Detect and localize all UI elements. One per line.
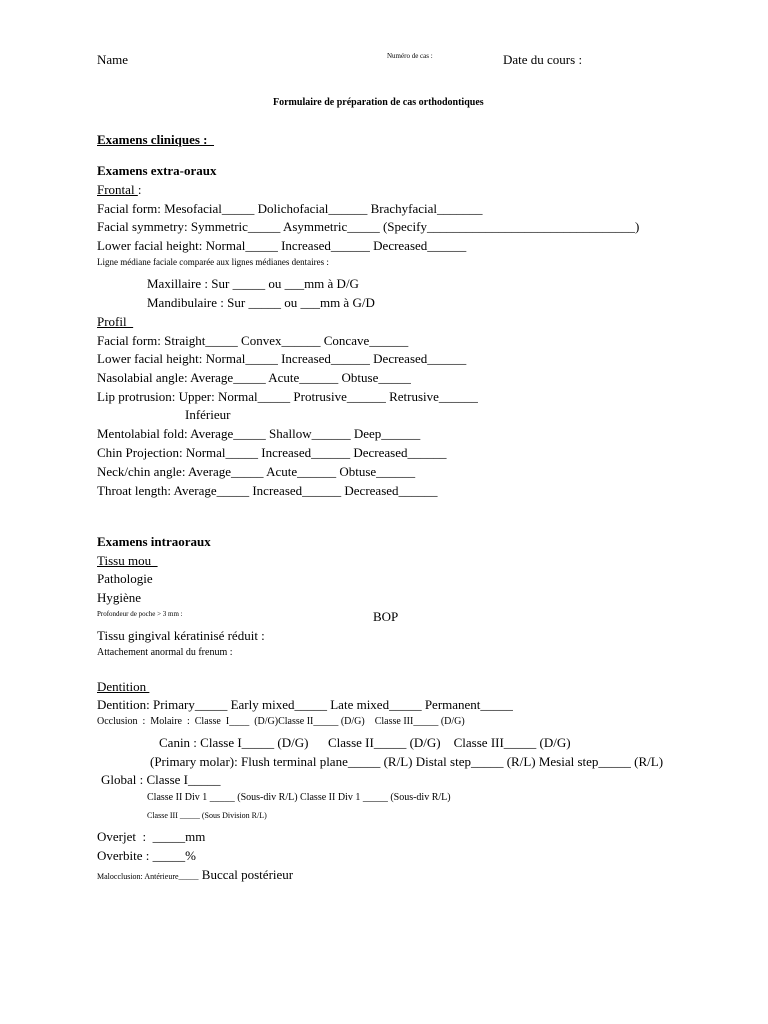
dentition-heading: Dentition (97, 679, 150, 694)
profile-mentolabial-fold: Mentolabial fold: Average_____ Shallow______ Deep______ (97, 426, 421, 441)
frontal-facial-form: Facial form: Mesofacial_____ Dolichofacial______ Brachyfacial_______ (97, 201, 483, 216)
frenum-label: Attachement anormal du frenum : (97, 647, 233, 658)
profile-heading: Profil (97, 314, 134, 329)
soft-tissue-heading: Tissu mou (97, 553, 158, 568)
frontal-heading: Frontal : (97, 182, 142, 197)
profile-inferior-label: Inférieur (185, 407, 231, 422)
frontal-lower-facial-height: Lower facial height: Normal_____ Increased______ Decreased______ (97, 238, 467, 253)
profile-chin-projection: Chin Projection: Normal_____ Increased______ Decreased______ (97, 445, 447, 460)
dentition-stage-line: Dentition: Primary_____ Early mixed_____ Late mixed_____ Permanent_____ (97, 697, 513, 712)
extra-oral-heading: Examens extra-oraux (97, 163, 217, 178)
occlusion-molar-line: Occlusion : Molaire : Classe I____ (D/G)Classe II_____ (D/G) Classe III_____ (D/G) (97, 716, 465, 727)
pocket-depth-label: Profondeur de poche > 3 mm : (97, 610, 183, 618)
keratinized-tissue-label: Tissu gingival kératinisé réduit : (97, 628, 265, 643)
course-date-label: Date du cours : (503, 52, 583, 67)
occlusion-canine-line: Canin : Classe I_____ (D/G) Classe II_____ (D/G) Classe III_____ (D/G) (159, 735, 571, 750)
profile-lower-facial-height: Lower facial height: Normal_____ Increased______ Decreased______ (97, 351, 467, 366)
hygiene-label: Hygiène (97, 590, 142, 605)
profile-facial-form: Facial form: Straight_____ Convex______ Concave______ (97, 333, 409, 348)
form-title: Formulaire de préparation de cas orthodontiques (273, 97, 484, 108)
clinical-exams-heading: Examens cliniques : (97, 132, 215, 147)
profile-lip-protrusion: Lip protrusion: Upper: Normal_____ Protrusive______ Retrusive______ (97, 389, 478, 404)
name-label: Name (97, 52, 129, 67)
profile-neck-chin-angle: Neck/chin angle: Average_____ Acute______ Obtuse______ (97, 464, 416, 479)
pathology-label: Pathologie (97, 571, 153, 586)
overjet-line: Overjet : _____mm (97, 829, 206, 844)
overbite-line: Overbite : _____% (97, 848, 196, 863)
midline-note: Ligne médiane faciale comparée aux lignes médianes dentaires : (97, 257, 329, 267)
profile-nasolabial-angle: Nasolabial angle: Average_____ Acute______ Obtuse_____ (97, 370, 411, 385)
bop-label: BOP (373, 609, 399, 624)
global-class-line: Global : Classe I_____ (101, 772, 221, 787)
primary-molar-line: (Primary molar): Flush terminal plane_____ (R/L) Distal step_____ (R/L) Mesial step_____ (R/L) (150, 754, 664, 769)
intraoral-heading: Examens intraoraux (97, 534, 211, 549)
class2-line: Classe II Div 1 _____ (Sous-div R/L) Classe II Div 1 _____ (Sous-div R/L) (147, 792, 451, 803)
maxillary-midline: Maxillaire : Sur _____ ou ___mm à D/G (147, 276, 359, 291)
mandibular-midline: Mandibulaire : Sur _____ ou ___mm à G/D (147, 295, 375, 310)
case-number-label: Numéro de cas : (387, 52, 433, 60)
profile-throat-length: Throat length: Average_____ Increased______ Decreased______ (97, 483, 438, 498)
frontal-facial-symmetry: Facial symmetry: Symmetric_____ Asymmetric_____ (Specify________________________________) (97, 219, 640, 234)
malocclusion-line: Malocclusion: Antérieure_____ Buccal postérieur (97, 867, 294, 882)
class3-line: Classe III _____ (Sous Division R/L) (147, 811, 267, 820)
